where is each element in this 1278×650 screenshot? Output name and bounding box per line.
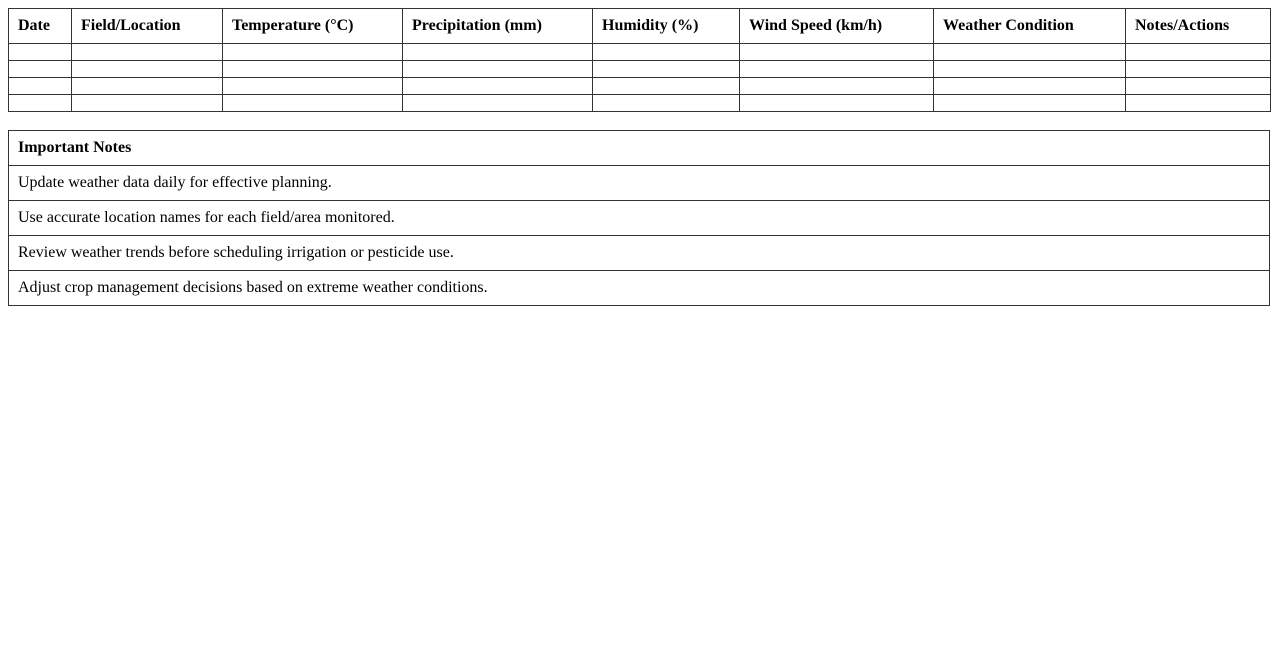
column-header-precipitation: Precipitation (mm): [403, 9, 593, 44]
table-cell[interactable]: [593, 61, 740, 78]
table-cell[interactable]: [223, 44, 403, 61]
table-cell[interactable]: [72, 78, 223, 95]
table-cell[interactable]: [740, 78, 934, 95]
table-row: [9, 61, 1271, 78]
important-notes-table: [8, 130, 1270, 306]
table-cell[interactable]: [1126, 95, 1271, 112]
note-item: Update weather data daily for effective planning.: [9, 166, 1270, 201]
table-cell[interactable]: [223, 95, 403, 112]
table-cell[interactable]: [740, 44, 934, 61]
table-cell[interactable]: [223, 61, 403, 78]
note-row: [9, 236, 1270, 271]
table-cell[interactable]: [403, 44, 593, 61]
table-row: [9, 44, 1271, 61]
note-row: [9, 271, 1270, 306]
table-cell[interactable]: [403, 95, 593, 112]
note-item: Use accurate location names for each field/area monitored.: [9, 201, 1270, 236]
column-header-weather-condition: Weather Condition: [934, 9, 1126, 44]
table-cell[interactable]: [72, 44, 223, 61]
table-cell[interactable]: [223, 78, 403, 95]
table-cell[interactable]: [9, 61, 72, 78]
table-cell[interactable]: [403, 78, 593, 95]
column-header-wind-speed: Wind Speed (km/h): [740, 9, 934, 44]
note-item: Review weather trends before scheduling irrigation or pesticide use.: [9, 236, 1270, 271]
table-row: [9, 78, 1271, 95]
column-header-humidity: Humidity (%): [593, 9, 740, 44]
table-cell[interactable]: [72, 61, 223, 78]
table-cell[interactable]: [9, 44, 72, 61]
table-row: [9, 95, 1271, 112]
note-item: Adjust crop management decisions based on extreme weather conditions.: [9, 271, 1270, 306]
table-cell[interactable]: [1126, 61, 1271, 78]
table-cell[interactable]: [934, 78, 1126, 95]
table-cell[interactable]: [593, 78, 740, 95]
table-cell[interactable]: [9, 95, 72, 112]
notes-title: Important Notes: [9, 131, 1270, 166]
column-header-field-location: Field/Location: [72, 9, 223, 44]
note-row: [9, 201, 1270, 236]
notes-header-row: [9, 131, 1270, 166]
table-cell[interactable]: [72, 95, 223, 112]
table-header-row: [9, 9, 1271, 44]
table-cell[interactable]: [934, 44, 1126, 61]
table-cell[interactable]: [934, 61, 1126, 78]
table-cell[interactable]: [740, 95, 934, 112]
table-cell[interactable]: [593, 95, 740, 112]
table-cell[interactable]: [9, 78, 72, 95]
column-header-notes-actions: Notes/Actions: [1126, 9, 1271, 44]
table-cell[interactable]: [1126, 78, 1271, 95]
table-cell[interactable]: [934, 95, 1126, 112]
table-cell[interactable]: [740, 61, 934, 78]
table-cell[interactable]: [593, 44, 740, 61]
note-row: [9, 166, 1270, 201]
column-header-temperature: Temperature (°C): [223, 9, 403, 44]
table-cell[interactable]: [403, 61, 593, 78]
column-header-date: Date: [9, 9, 72, 44]
table-cell[interactable]: [1126, 44, 1271, 61]
weather-log-table: [8, 8, 1271, 112]
